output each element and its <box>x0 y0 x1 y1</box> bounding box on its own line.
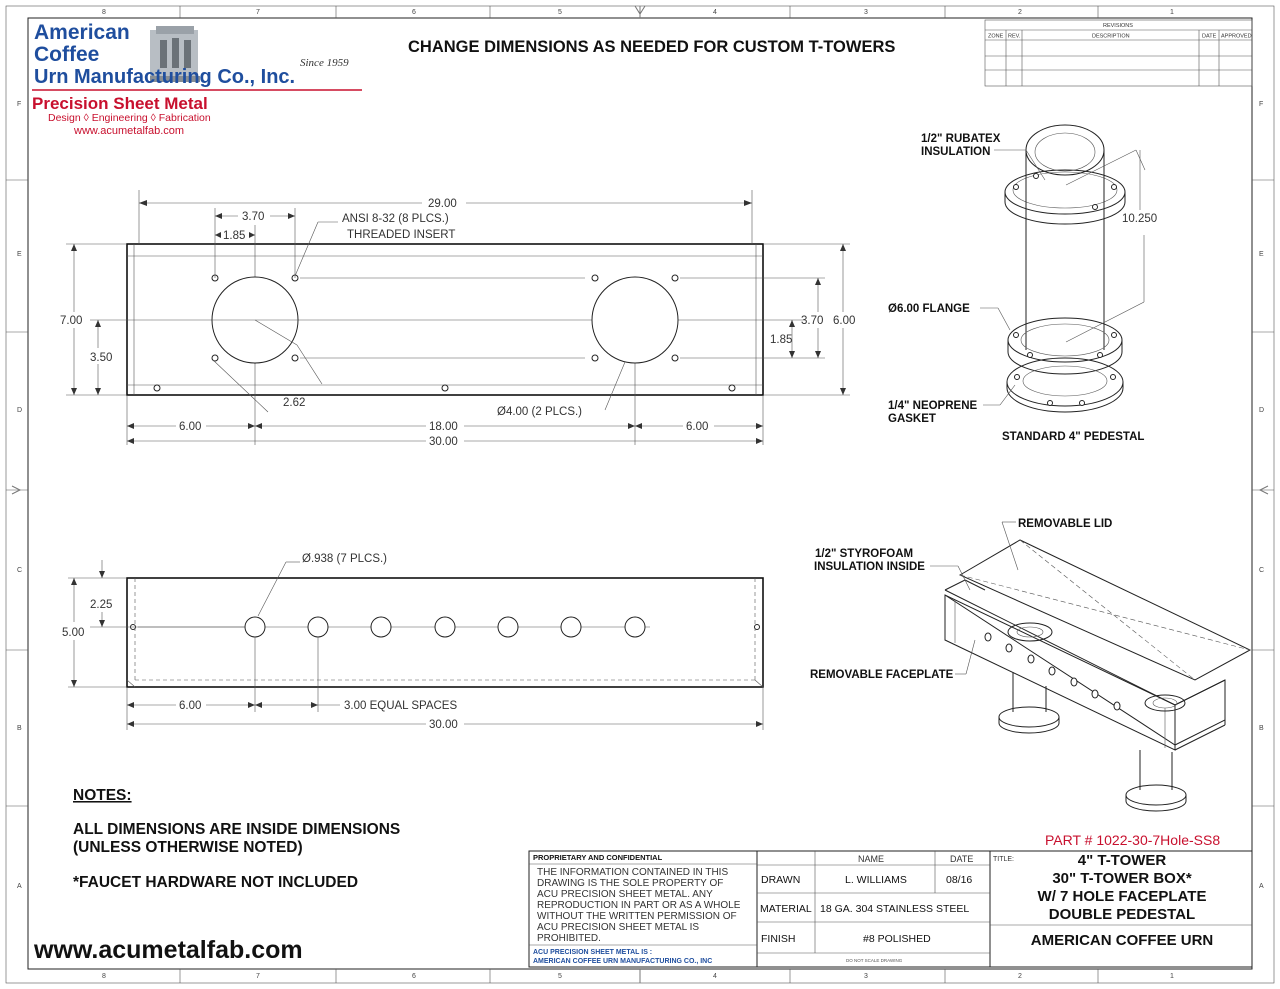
faucet-hole <box>308 617 328 637</box>
title-block <box>529 851 1252 967</box>
faucet-hole <box>561 617 581 637</box>
dim-3000-front: 30.00 <box>429 719 458 731</box>
zone-row-a-right: A <box>1259 883 1264 890</box>
styrofoam-label-1: 1/2" STYROFOAM <box>815 548 914 560</box>
zone-row-b: B <box>17 725 22 732</box>
zone-row-f: F <box>17 101 22 108</box>
zone-col-8: 8 <box>102 9 106 16</box>
footer-url[interactable]: www.acumetalfab.com <box>34 936 303 964</box>
hole-note-400: Ø4.00 (2 PLCS.) <box>497 406 583 418</box>
dim-29: 29.00 <box>428 198 457 210</box>
zone-row-f-right: F <box>1259 101 1264 108</box>
title-label: TITLE: <box>993 856 1015 863</box>
dim-225: 2.25 <box>90 599 113 611</box>
acu-company: AMERICAN COFFEE URN MANUFACTURING CO., INC <box>533 958 713 965</box>
zone-col-4-bottom: 4 <box>713 973 717 980</box>
faucet-hole-note: Ø.938 (7 PLCS.) <box>302 553 388 565</box>
zone-col-6: 6 <box>412 9 416 16</box>
proprietary-line-5: WITHOUT THE WRITTEN PERMISSION OF <box>537 911 737 922</box>
dim-700: 7.00 <box>60 315 83 327</box>
lid-label: REMOVABLE LID <box>1018 518 1113 530</box>
no-scale-note: DO NOT SCALE DRAWING <box>846 958 903 963</box>
part-number: PART # 1022-30-7Hole-SS8 <box>1045 832 1221 848</box>
pedestal-view <box>1005 125 1145 412</box>
mount-hole <box>154 385 160 391</box>
zone-col-5: 5 <box>558 9 562 16</box>
notes-heading: NOTES: <box>73 787 132 804</box>
zone-col-8-bottom: 8 <box>102 973 106 980</box>
logo-coffee: Coffee <box>34 43 100 66</box>
faucet-hole <box>371 617 391 637</box>
gasket-label-2: GASKET <box>888 413 936 425</box>
dim-600-bottom-right: 6.00 <box>686 421 709 433</box>
notes-line-1: ALL DIMENSIONS ARE INSIDE DIMENSIONS <box>73 821 401 838</box>
front-view-dimensions <box>62 553 763 731</box>
company-name: AMERICAN COFFEE URN <box>1030 932 1214 949</box>
threaded-insert <box>292 355 298 361</box>
logo-american: American <box>34 21 130 44</box>
notes-line-3: *FAUCET HARDWARE NOT INCLUDED <box>73 874 359 891</box>
zone-row-d-right: D <box>1259 407 1265 414</box>
zone-row-b-right: B <box>1259 725 1264 732</box>
revisions-title: REVISIONS <box>1103 23 1133 29</box>
zone-col-3: 3 <box>864 9 868 16</box>
zone-col-3-bottom: 3 <box>864 973 868 980</box>
faucet-hole <box>435 617 455 637</box>
dim-600-front: 6.00 <box>179 700 202 712</box>
pedestal-caption: STANDARD 4" PEDESTAL <box>1002 431 1145 443</box>
rubatex-label-1: 1/2" RUBATEX <box>921 133 1001 145</box>
dim-350: 3.50 <box>90 352 113 364</box>
company-logo <box>32 21 362 137</box>
title-line-2: 30" T-TOWER BOX* <box>1052 870 1192 887</box>
styrofoam-label-2: INSULATION INSIDE <box>814 561 925 573</box>
notes-line-2: (UNLESS OTHERWISE NOTED) <box>73 839 303 856</box>
acu-line: ACU PRECISION SHEET METAL IS : <box>533 949 653 956</box>
dim-262: 2.62 <box>283 397 306 409</box>
faucet-hole <box>245 617 265 637</box>
pedestal-height: 10.250 <box>1122 213 1158 225</box>
material-value: 18 GA. 304 STAINLESS STEEL <box>820 903 970 915</box>
proprietary-line-7: PROHIBITED. <box>537 933 601 944</box>
zone-col-7: 7 <box>256 9 260 16</box>
drawn-name: L. WILLIAMS <box>845 874 907 886</box>
logo-tagline: Precision Sheet Metal <box>32 94 208 113</box>
proprietary-line-6: ACU PRECISION SHEET METAL IS <box>537 922 700 933</box>
rev-col-date: DATE <box>1202 33 1217 40</box>
dim-1800: 18.00 <box>429 421 458 433</box>
threaded-insert <box>212 355 218 361</box>
rev-col-rev: REV. <box>1008 33 1021 40</box>
threaded-insert <box>592 355 598 361</box>
drawn-date: 08/16 <box>946 874 973 886</box>
insert-note-1: ANSI 8-32 (8 PLCS.) <box>342 213 449 225</box>
logo-urn: Urn Manufacturing Co., Inc. <box>34 66 296 88</box>
mount-hole <box>729 385 735 391</box>
threaded-insert <box>672 275 678 281</box>
title-line-3: W/ 7 HOLE FACEPLATE <box>1037 888 1207 905</box>
name-header: NAME <box>858 854 885 864</box>
zone-row-a: A <box>17 883 22 890</box>
notes <box>73 787 400 891</box>
dim-600-right: 6.00 <box>833 315 856 327</box>
dim-600-bottom-left: 6.00 <box>179 421 202 433</box>
proprietary-line-3: ACU PRECISION SHEET METAL. ANY <box>537 889 713 900</box>
top-view <box>127 244 825 445</box>
zone-col-6-bottom: 6 <box>412 973 416 980</box>
rubatex-label-2: INSULATION <box>921 146 991 158</box>
tower-hole-right <box>592 277 678 363</box>
zone-row-c-right: C <box>1259 567 1265 574</box>
dim-370-top: 3.70 <box>242 211 265 223</box>
drawn-label: DRAWN <box>761 874 801 886</box>
removable-lid <box>960 540 1250 680</box>
zone-row-d: D <box>17 407 23 414</box>
rev-col-approved: APPROVED <box>1221 33 1252 40</box>
dim-185-top: 1.85 <box>223 230 246 242</box>
zone-col-4: 4 <box>713 9 717 16</box>
ttower-iso-view <box>945 540 1250 811</box>
zone-row-e-right: E <box>1259 251 1264 258</box>
dim-3000-top: 30.00 <box>429 436 458 448</box>
threaded-insert <box>592 275 598 281</box>
revisions-table <box>985 20 1252 86</box>
proprietary-heading: PROPRIETARY AND CONFIDENTIAL <box>533 853 663 862</box>
dim-370-right: 3.70 <box>801 315 824 327</box>
zone-col-7-bottom: 7 <box>256 973 260 980</box>
insert-note-2: THREADED INSERT <box>347 229 456 241</box>
dim-500: 5.00 <box>62 627 85 639</box>
date-header: DATE <box>950 854 974 864</box>
zone-row-e: E <box>17 251 22 258</box>
top-view-dimensions <box>60 190 855 448</box>
threaded-insert <box>672 355 678 361</box>
finish-label: FINISH <box>761 933 796 945</box>
page-title: CHANGE DIMENSIONS AS NEEDED FOR CUSTOM T-TOWERS <box>408 38 896 56</box>
zone-col-1: 1 <box>1170 9 1174 16</box>
faceplate-label: REMOVABLE FACEPLATE <box>810 669 954 681</box>
ttower-iso-labels <box>810 518 1112 681</box>
zone-col-1-bottom: 1 <box>1170 973 1174 980</box>
logo-since: Since 1959 <box>300 57 349 69</box>
dim-185-right: 1.85 <box>770 334 793 346</box>
rev-col-zone: ZONE <box>988 33 1004 40</box>
side-hole <box>755 625 760 630</box>
flange-label: Ø6.00 FLANGE <box>888 303 970 315</box>
title-line-4: DOUBLE PEDESTAL <box>1048 906 1196 923</box>
removable-faceplate <box>945 595 1175 750</box>
proprietary-line-2: DRAWING IS THE SOLE PROPERTY OF <box>537 878 724 889</box>
dim-equal-spaces: 3.00 EQUAL SPACES <box>344 700 458 712</box>
zone-col-2-bottom: 2 <box>1018 973 1022 980</box>
logo-services: Design ◊ Engineering ◊ Fabrication <box>48 112 211 124</box>
title-line-1: 4" T-TOWER <box>1077 852 1167 869</box>
material-label: MATERIAL <box>760 903 812 915</box>
proprietary-line-4: REPRODUCTION IN PART OR AS A WHOLE <box>537 900 741 911</box>
faucet-hole <box>498 617 518 637</box>
mount-hole <box>442 385 448 391</box>
front-view <box>127 578 763 687</box>
zone-col-2: 2 <box>1018 9 1022 16</box>
zone-col-5-bottom: 5 <box>558 973 562 980</box>
rev-col-description: DESCRIPTION <box>1092 33 1130 40</box>
logo-website: www.acumetalfab.com <box>74 125 185 137</box>
finish-value: #8 POLISHED <box>863 933 931 945</box>
gasket-label-1: 1/4" NEOPRENE <box>888 400 978 412</box>
zone-row-c: C <box>17 567 23 574</box>
proprietary-line-1: THE INFORMATION CONTAINED IN THIS <box>537 867 729 878</box>
faucet-hole <box>625 617 645 637</box>
